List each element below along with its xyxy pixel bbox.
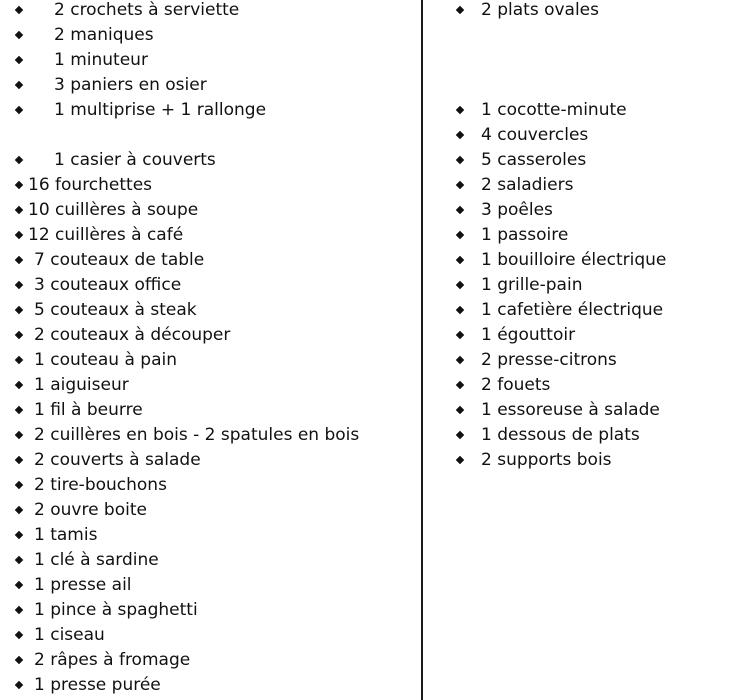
left-list-item-text: 1 minuteur bbox=[54, 49, 148, 70]
diamond-bullet-icon bbox=[15, 530, 23, 538]
right-list-item bbox=[455, 347, 617, 372]
left-list-item-text: 10 cuillères à soupe bbox=[28, 199, 199, 220]
diamond-bullet-icon bbox=[456, 205, 464, 213]
left-list-item bbox=[14, 0, 239, 22]
diamond-bullet-icon bbox=[456, 180, 464, 188]
diamond-bullet-icon bbox=[456, 105, 464, 113]
right-list-item bbox=[455, 297, 663, 322]
left-list-item bbox=[14, 322, 230, 347]
left-list-item-text: 2 cuillères en bois - 2 spatules en bois bbox=[34, 424, 360, 445]
right-list-item bbox=[455, 147, 586, 172]
right-list-item-text: 2 presse-citrons bbox=[481, 349, 617, 370]
left-list-item bbox=[14, 247, 204, 272]
right-list-item-text: 5 casseroles bbox=[481, 149, 587, 170]
diamond-bullet-icon bbox=[15, 380, 23, 388]
right-list-item-text: 1 cafetière électrique bbox=[481, 299, 664, 320]
left-list-item bbox=[14, 47, 148, 72]
diamond-bullet-icon bbox=[15, 505, 23, 513]
right-list-item bbox=[455, 372, 550, 397]
left-list-item bbox=[14, 547, 159, 572]
right-list-item bbox=[455, 197, 553, 222]
left-list-item bbox=[14, 147, 216, 172]
left-list-item bbox=[14, 422, 359, 447]
left-list-item bbox=[14, 347, 177, 372]
diamond-bullet-icon bbox=[456, 130, 464, 138]
right-list-item-text: 1 égouttoir bbox=[481, 324, 576, 345]
left-list-item-text: 2 crochets à serviette bbox=[54, 0, 240, 20]
diamond-bullet-icon bbox=[15, 680, 23, 688]
left-list-item-text: 12 cuillères à café bbox=[28, 224, 184, 245]
left-list-item bbox=[14, 647, 190, 672]
left-list-item bbox=[14, 597, 198, 622]
right-list-item bbox=[455, 97, 627, 122]
left-list-item bbox=[14, 472, 167, 497]
right-list-item-text: 3 poêles bbox=[481, 199, 553, 220]
right-list-item-text: 1 cocotte-minute bbox=[481, 99, 627, 120]
right-list-item bbox=[455, 397, 660, 422]
left-list-item bbox=[14, 222, 183, 247]
right-list-item-text: 2 saladiers bbox=[481, 174, 574, 195]
diamond-bullet-icon bbox=[15, 55, 23, 63]
left-list-item-text: 1 clé à sardine bbox=[34, 549, 159, 570]
left-list-item-text: 1 couteau à pain bbox=[34, 349, 177, 370]
left-list-item bbox=[14, 572, 132, 597]
diamond-bullet-icon bbox=[15, 405, 23, 413]
left-list-item-text: 3 paniers en osier bbox=[54, 74, 207, 95]
diamond-bullet-icon bbox=[15, 105, 23, 113]
diamond-bullet-icon bbox=[15, 80, 23, 88]
right-list-item-text: 2 fouets bbox=[481, 374, 551, 395]
diamond-bullet-icon bbox=[15, 480, 23, 488]
diamond-bullet-icon bbox=[456, 380, 464, 388]
right-list-item-text: 1 essoreuse à salade bbox=[481, 399, 660, 420]
right-list-item bbox=[455, 222, 568, 247]
right-list-item bbox=[455, 247, 666, 272]
right-list-item bbox=[455, 322, 575, 347]
left-list-item-text: 2 couverts à salade bbox=[34, 449, 201, 470]
right-list-item-text: 1 bouilloire électrique bbox=[481, 249, 667, 270]
diamond-bullet-icon bbox=[456, 305, 464, 313]
diamond-bullet-icon bbox=[456, 355, 464, 363]
left-list-item-text: 16 fourchettes bbox=[28, 174, 153, 195]
left-list-item bbox=[14, 397, 143, 422]
diamond-bullet-icon bbox=[15, 255, 23, 263]
left-list-item-text: 7 couteaux de table bbox=[34, 249, 205, 270]
diamond-bullet-icon bbox=[15, 230, 23, 238]
right-list-item bbox=[455, 0, 599, 22]
diamond-bullet-icon bbox=[456, 430, 464, 438]
diamond-bullet-icon bbox=[456, 155, 464, 163]
right-list-item-text: 1 dessous de plats bbox=[481, 424, 640, 445]
diamond-bullet-icon bbox=[456, 330, 464, 338]
right-list-item-text: 4 couvercles bbox=[481, 124, 589, 145]
right-list-item bbox=[455, 272, 582, 297]
right-list-item-text: 2 plats ovales bbox=[481, 0, 599, 20]
diamond-bullet-icon bbox=[15, 355, 23, 363]
left-list-item-text: 1 ciseau bbox=[34, 624, 105, 645]
left-list-item bbox=[14, 172, 152, 197]
right-list-item-text: 1 passoire bbox=[481, 224, 569, 245]
diamond-bullet-icon bbox=[15, 430, 23, 438]
column-divider bbox=[421, 0, 423, 700]
diamond-bullet-icon bbox=[15, 330, 23, 338]
left-list-item-text: 1 presse purée bbox=[34, 674, 161, 695]
diamond-bullet-icon bbox=[15, 155, 23, 163]
diamond-bullet-icon bbox=[456, 405, 464, 413]
left-list-item-text: 2 maniques bbox=[54, 24, 154, 45]
left-list-item bbox=[14, 272, 181, 297]
left-list-item-text: 1 fil à beurre bbox=[34, 399, 143, 420]
left-list-item-text: 3 couteaux office bbox=[34, 274, 182, 295]
right-list-item-text: 1 grille-pain bbox=[481, 274, 583, 295]
diamond-bullet-icon bbox=[456, 5, 464, 13]
left-list-item-text: 1 casier à couverts bbox=[54, 149, 216, 170]
left-list-item-text: 1 presse ail bbox=[34, 574, 132, 595]
left-list-item-text: 2 râpes à fromage bbox=[34, 649, 191, 670]
right-list-item bbox=[455, 422, 640, 447]
diamond-bullet-icon bbox=[456, 280, 464, 288]
diamond-bullet-icon bbox=[15, 605, 23, 613]
diamond-bullet-icon bbox=[15, 655, 23, 663]
left-list-item-text: 1 pince à spaghetti bbox=[34, 599, 198, 620]
diamond-bullet-icon bbox=[15, 630, 23, 638]
diamond-bullet-icon bbox=[15, 205, 23, 213]
diamond-bullet-icon bbox=[456, 455, 464, 463]
left-list-item-text: 1 aiguiseur bbox=[34, 374, 129, 395]
left-list-item bbox=[14, 522, 97, 547]
left-list-item-text: 1 tamis bbox=[34, 524, 98, 545]
diamond-bullet-icon bbox=[456, 255, 464, 263]
diamond-bullet-icon bbox=[15, 180, 23, 188]
left-list-item bbox=[14, 197, 198, 222]
left-list-item bbox=[14, 297, 197, 322]
left-list-item bbox=[14, 372, 129, 397]
diamond-bullet-icon bbox=[15, 5, 23, 13]
left-list-item bbox=[14, 622, 105, 647]
diamond-bullet-icon bbox=[15, 30, 23, 38]
right-list-item bbox=[455, 447, 612, 472]
right-list-item bbox=[455, 172, 573, 197]
left-list-item-text: 2 tire-bouchons bbox=[34, 474, 167, 495]
diamond-bullet-icon bbox=[15, 455, 23, 463]
left-list-item-text: 2 ouvre boite bbox=[34, 499, 147, 520]
diamond-bullet-icon bbox=[15, 305, 23, 313]
diamond-bullet-icon bbox=[456, 230, 464, 238]
left-list-item-text: 1 multiprise + 1 rallonge bbox=[54, 99, 267, 120]
left-list-item-text: 5 couteaux à steak bbox=[34, 299, 197, 320]
left-list-item bbox=[14, 497, 147, 522]
left-list-item bbox=[14, 447, 201, 472]
left-list-item bbox=[14, 97, 266, 122]
diamond-bullet-icon bbox=[15, 280, 23, 288]
left-list-item-text: 2 couteaux à découper bbox=[34, 324, 231, 345]
right-list-item-text: 2 supports bois bbox=[481, 449, 612, 470]
diamond-bullet-icon bbox=[15, 580, 23, 588]
left-list-item bbox=[14, 72, 207, 97]
left-list-item bbox=[14, 22, 154, 47]
left-list-item bbox=[14, 672, 161, 697]
diamond-bullet-icon bbox=[15, 555, 23, 563]
right-list-item bbox=[455, 122, 588, 147]
